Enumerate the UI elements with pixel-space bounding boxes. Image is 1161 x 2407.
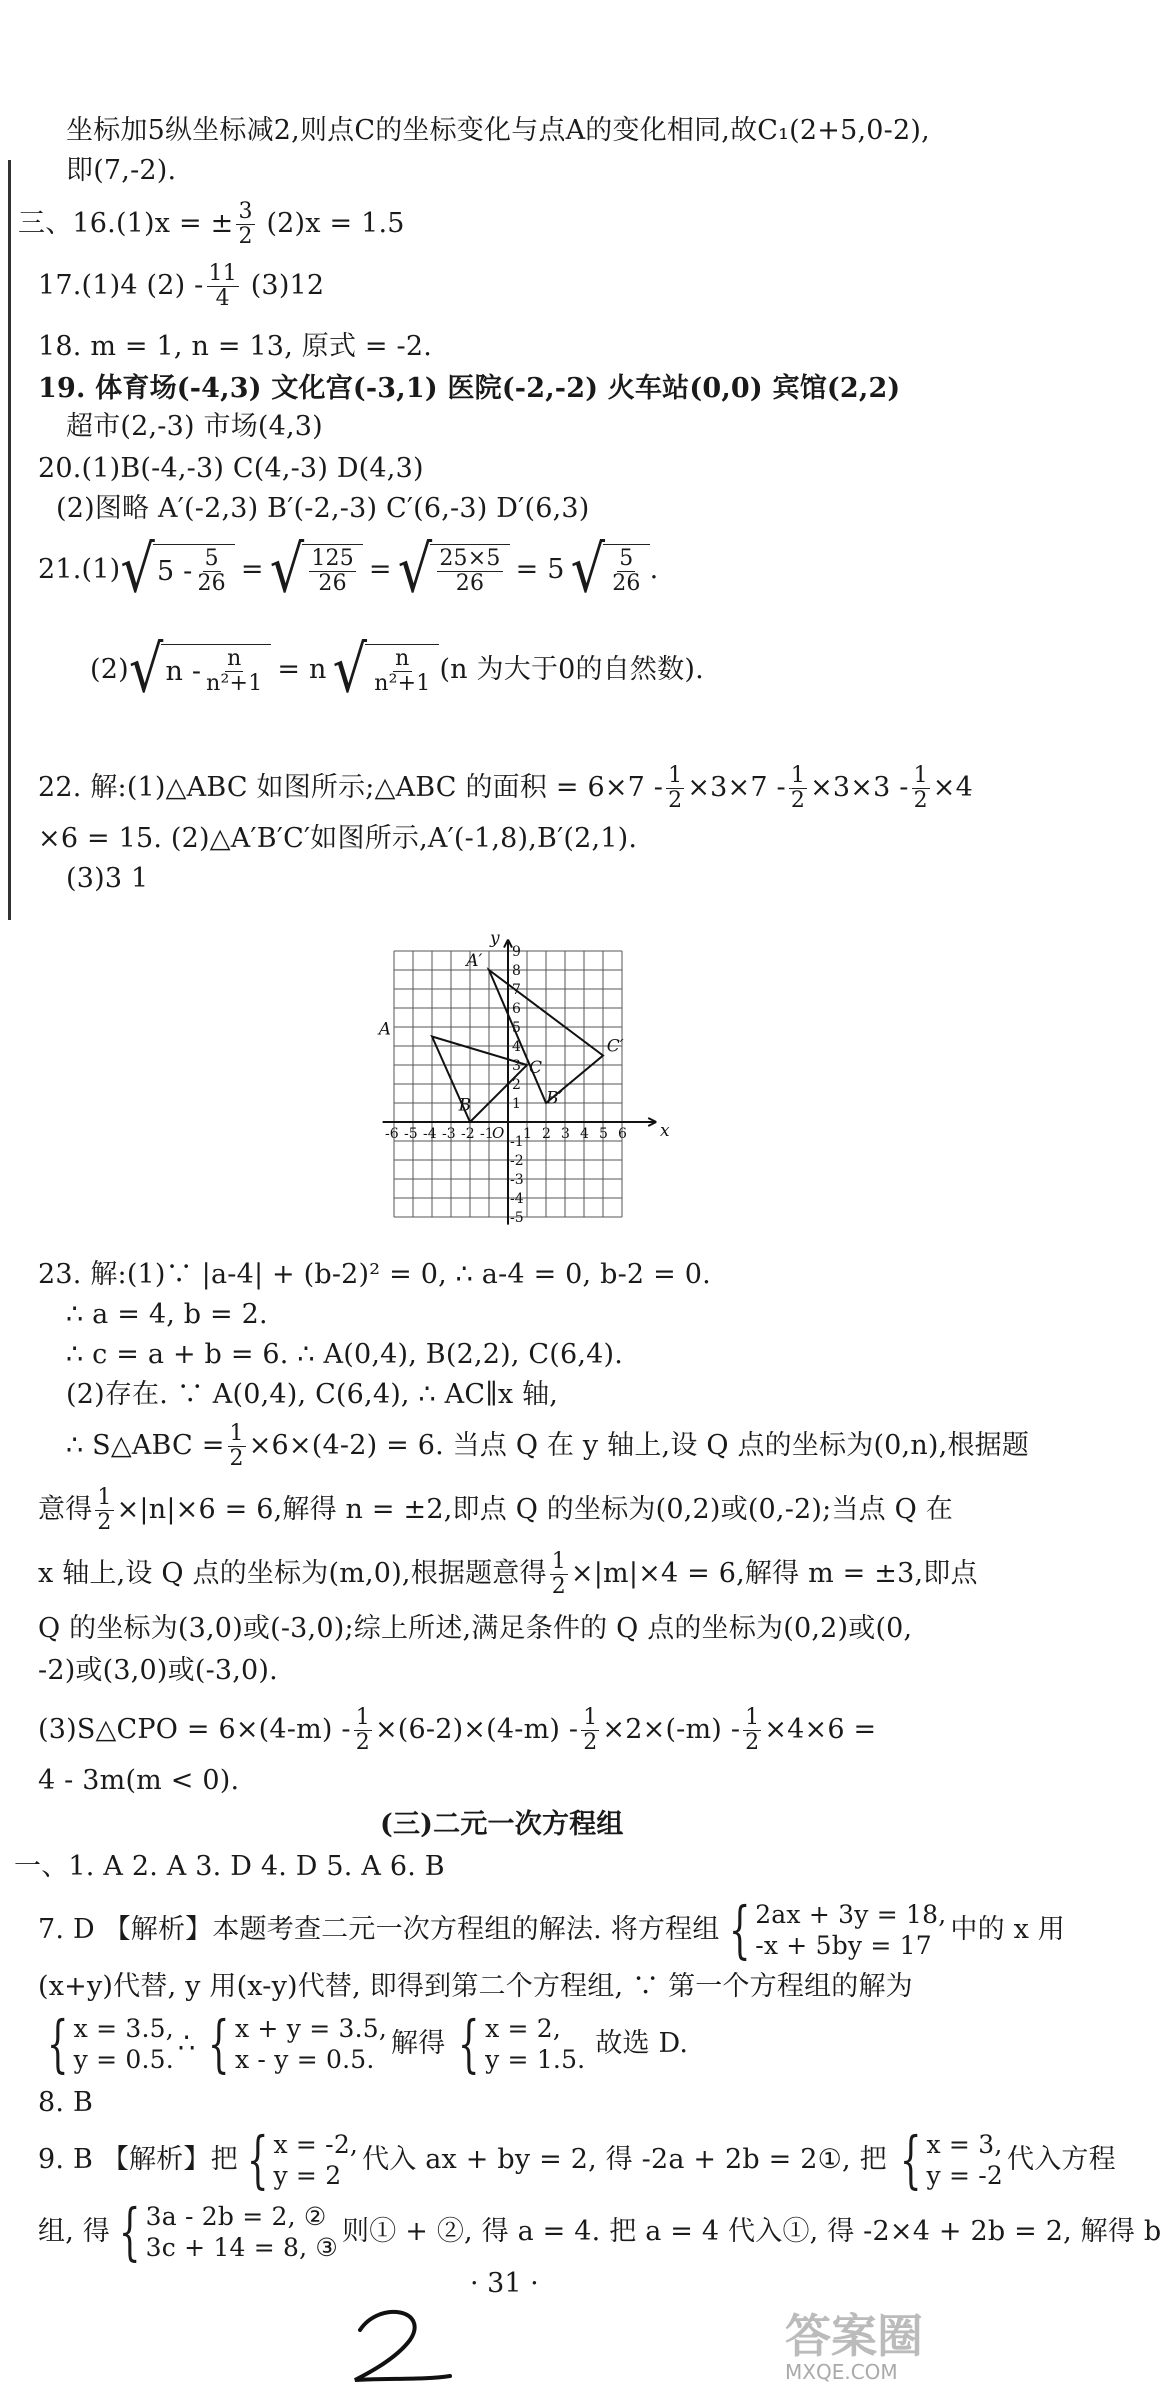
- q8: 8. B: [38, 2087, 93, 2118]
- label-c-prime: C′: [606, 1036, 624, 1057]
- x-tick-label: 5: [599, 1126, 608, 1142]
- q20-line2: (2)图略 A′(-2,3) B′(-2,-3) C′(6,-3) D′(6,3): [56, 493, 590, 524]
- q7-line3: { x = 3.5, y = 0.5. ∴ { x + y = 3.5, x - y = 0.5. 解得 { x = 2, y = 1.5. 故选 D.: [46, 2007, 689, 2080]
- q9-line1: 9. B 【解析】把 { x = -2, y = 2 代入 ax + by = 2, 得 -2a + 2b = 2①, 把 { x = 3, y = -2 代入方程: [38, 2123, 1116, 2196]
- q16: 三、16.(1)x = ± $\frac{3}{2}$ (2)x = 1.5: [18, 199, 405, 249]
- q9-line2: 组, 得 { 3a - 2b = 2, ② 3c + 14 = 8, ③ 则① + ②, 得 a = 4. 把 a = 4 代入①, 得 -2×4 + 2b = 2, 解得 b: [38, 2195, 1161, 2268]
- y-tick-label: 7: [512, 982, 521, 998]
- y-tick-label: 3: [512, 1058, 521, 1074]
- q19-line2: 超市(2,-3) 市场(4,3): [66, 411, 323, 442]
- y-tick-label: -2: [510, 1153, 524, 1169]
- watermark: 答案圈 MXQE.COM: [785, 2309, 923, 2384]
- q7-line2: (x+y)代替, y 用(x-y)代替, 即得到第二个方程组, ∵ 第一个方程组的解为: [38, 1971, 913, 2002]
- q7-line1: 7. D 【解析】本题考查二元一次方程组的解法. 将方程组 { 2ax + 3y = 18, -x + 5by = 17 中的 x 用: [38, 1893, 1065, 1966]
- q22-line1: 22. 解:(1)△ABC 如图所示;△ABC 的面积 = 6×7 - $\frac{1}{2}$ ×3×7 - $\frac{1}{2}$ ×3×3 - $\frac{1}{2}$ ×4: [38, 762, 973, 813]
- x-tick-label: -5: [404, 1126, 418, 1142]
- page-margin-rule: [8, 160, 11, 920]
- q21-part1: 21.(1) √ 5 - $\frac{5}{26}$ = √ $\frac{125}{26}$ = √ $\frac{25\times 5}{26}$ = 5 √ $\frac{5}{26}$ .: [38, 531, 659, 608]
- y-tick-label: -4: [510, 1191, 524, 1207]
- q23-line8: Q 的坐标为(3,0)或(-3,0);综上所述,满足条件的 Q 点的坐标为(0,2)或(0,: [38, 1613, 913, 1644]
- x-tick-label: -2: [461, 1126, 475, 1142]
- q22-line2: ×6 = 15. (2)△A′B′C′如图所示,A′(-1,8),B′(2,1).: [38, 823, 638, 854]
- text-line: 坐标加5纵坐标减2,则点C的坐标变化与点A的变化相同,故C₁(2+5,0-2),: [66, 115, 930, 146]
- x-tick-label: 2: [542, 1126, 551, 1142]
- y-tick-label: 2: [512, 1077, 521, 1093]
- y-tick-label: 1: [512, 1096, 521, 1112]
- q22-line3: (3)3 1: [66, 863, 149, 894]
- sqrt: √ n - $\frac{n}{\text{n²+1}}$: [129, 643, 272, 697]
- fraction: $\frac{11}{4}$: [208, 261, 237, 311]
- q19-line1: 19. 体育场(-4,3) 文化宫(-3,1) 医院(-2,-2) 火车站(0,0) 宾馆(2,2): [38, 373, 901, 404]
- label-a-prime: A′: [466, 951, 483, 972]
- x-tick-label: 4: [580, 1126, 589, 1142]
- q23-line9: -2)或(3,0)或(-3,0).: [38, 1655, 278, 1686]
- y-tick-label: 6: [512, 1001, 521, 1017]
- coordinate-grid-figure: [360, 900, 680, 1250]
- x-axis-label: x: [660, 1121, 670, 1141]
- origin-label: O: [492, 1124, 505, 1142]
- q21-part2: (2) √ n - $\frac{n}{\text{n²+1}}$ = n √ $\frac{n}{\text{n²+1}}$ (n 为大于0的自然数).: [90, 631, 704, 708]
- fraction: $\frac{3}{2}$: [238, 199, 253, 249]
- x-tick-label: 1: [523, 1126, 532, 1142]
- sqrt: √ 5 - $\frac{5}{26}$: [120, 543, 235, 597]
- y-tick-label: 8: [512, 963, 521, 979]
- y-tick-label: -5: [510, 1210, 524, 1226]
- sqrt: √ $\frac{25\times 5}{26}$: [398, 543, 510, 597]
- text-line: 即(7,-2).: [66, 155, 177, 186]
- q20-line1: 20.(1)B(-4,-3) C(4,-3) D(4,3): [38, 453, 424, 484]
- x-tick-label: -3: [442, 1126, 456, 1142]
- sqrt: √ $\frac{n}{\text{n²+1}}$: [333, 643, 440, 697]
- x-tick-label: -6: [385, 1126, 399, 1142]
- q23-line6: 意得 $\frac{1}{2}$ ×|n|×6 = 6,解得 n = ±2,即点 Q 的坐标为(0,2)或(0,-2);当点 Q 在: [38, 1484, 953, 1535]
- q18: 18. m = 1, n = 13, 原式 = -2.: [38, 331, 433, 362]
- q23-line7: x 轴上,设 Q 点的坐标为(m,0),根据题意得 $\frac{1}{2}$ ×|m|×4 = 6,解得 m = ±3,即点: [38, 1548, 978, 1599]
- x-tick-label: -1: [480, 1126, 494, 1142]
- y-tick-label: -3: [510, 1172, 524, 1188]
- q23-line3: ∴ c = a + b = 6. ∴ A(0,4), B(2,2), C(6,4).: [66, 1339, 624, 1370]
- y-tick-label: 9: [512, 944, 521, 960]
- q23-line10: (3)S△CPO = 6×(4-m) - $\frac{1}{2}$ ×(6-2)×(4-m) - $\frac{1}{2}$ ×2×(-m) - $\frac{1}{2}$ ×4×6 =: [38, 1704, 877, 1755]
- q23-line11: 4 - 3m(m < 0).: [38, 1765, 240, 1796]
- x-tick-label: -4: [423, 1126, 437, 1142]
- sqrt: √ $\frac{5}{26}$: [571, 543, 650, 597]
- y-tick-label: 4: [512, 1039, 521, 1055]
- x-tick-labels: [385, 1126, 627, 1142]
- q23-line4: (2)存在. ∵ A(0,4), C(6,4), ∴ AC∥x 轴,: [66, 1379, 559, 1410]
- label-a: A: [378, 1019, 392, 1040]
- handwritten-mark: [340, 2300, 460, 2390]
- sqrt: √ $\frac{125}{26}$: [270, 543, 363, 597]
- q23-line5: ∴ S△ABC = $\frac{1}{2}$ ×6×(4-2) = 6. 当点 Q 在 y 轴上,设 Q 点的坐标为(0,n),根据题: [66, 1420, 1030, 1471]
- y-tick-label: 5: [512, 1020, 521, 1036]
- label-b: B: [458, 1095, 472, 1116]
- x-tick-label: 6: [618, 1126, 627, 1142]
- y-axis-label: y: [490, 928, 500, 949]
- y-tick-label: -1: [510, 1134, 524, 1150]
- q23-line1: 23. 解:(1)∵ |a-4| + (b-2)² = 0, ∴ a-4 = 0, b-2 = 0.: [38, 1259, 711, 1290]
- q23-line2: ∴ a = 4, b = 2.: [66, 1299, 268, 1330]
- multiple-choice-answers: 一、1. A 2. A 3. D 4. D 5. A 6. B: [14, 1851, 445, 1882]
- q17: 17.(1)4 (2) - $\frac{11}{4}$ (3)12: [38, 261, 325, 311]
- label-c: C: [529, 1058, 543, 1078]
- section-title: (三)二元一次方程组: [380, 1809, 624, 1840]
- page-number: · 31 ·: [470, 2268, 539, 2299]
- x-tick-label: 3: [561, 1126, 570, 1142]
- label-b-prime: B′: [546, 1088, 563, 1109]
